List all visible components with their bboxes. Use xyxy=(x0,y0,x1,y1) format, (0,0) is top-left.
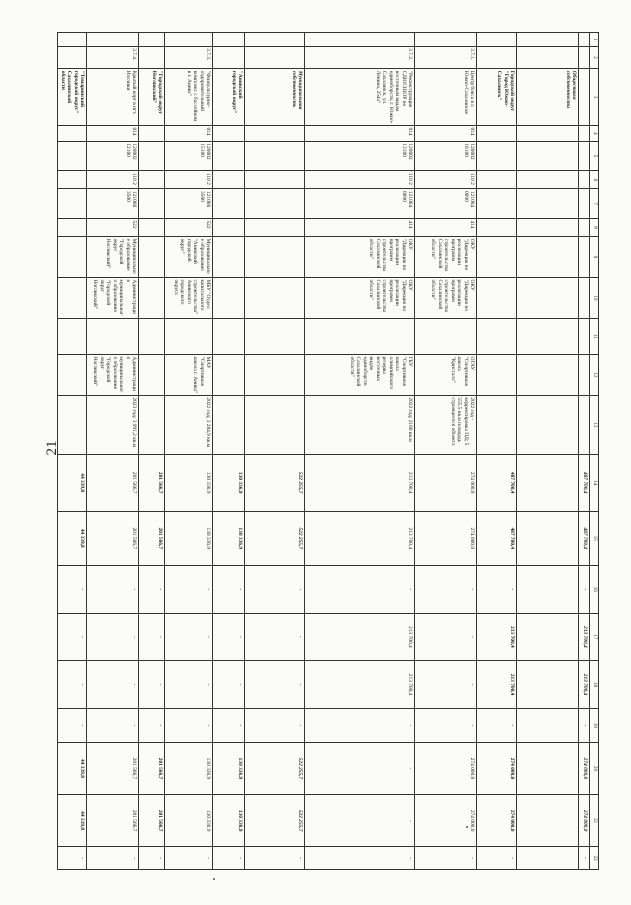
table-cell xyxy=(87,33,139,47)
table-cell: - xyxy=(305,795,415,847)
table-cell: - xyxy=(305,565,415,613)
table-cell: 120002 12100 xyxy=(87,141,139,170)
table-cell: 014 xyxy=(87,125,139,141)
table-cell: - xyxy=(87,708,139,742)
table-cell: - xyxy=(415,613,477,661)
table-cell: - xyxy=(245,661,305,709)
table-cell: "Физкультурно-оздоровительный комплекс с бассейном в г. Анива" xyxy=(165,69,213,126)
rotated-table-frame xyxy=(59,32,599,870)
table-cell: - xyxy=(58,661,87,709)
column-number: 1 xyxy=(590,33,599,47)
table-cell: 44 339,8 xyxy=(58,454,87,511)
table-cell: - xyxy=(477,565,517,613)
column-number: 17 xyxy=(590,613,599,661)
table-cell: - xyxy=(415,847,477,870)
table-cell: - xyxy=(477,708,517,742)
table-cell xyxy=(245,171,305,189)
table-cell xyxy=(517,454,579,511)
table-cell: 3.7.2. xyxy=(305,46,415,69)
table-cell xyxy=(517,613,579,661)
table-cell: - xyxy=(305,708,415,742)
table-cell xyxy=(213,46,245,69)
table-cell xyxy=(517,708,579,742)
table-cell xyxy=(245,318,305,354)
table-cell xyxy=(58,171,87,189)
table-row xyxy=(477,33,517,870)
page-number: 21 xyxy=(44,440,60,456)
table-cell: 487 700,4 xyxy=(477,454,517,511)
table-cell: Центр бокса в г. Южно-Сахалинске xyxy=(415,69,477,126)
table-cell: - xyxy=(165,613,213,661)
table-cell: "Томаринский городской округ" Сахалинской области xyxy=(58,69,87,126)
table-cell xyxy=(305,33,415,47)
table-row xyxy=(139,33,165,870)
table-cell: - xyxy=(245,613,305,661)
table-cell: 201 566,7 xyxy=(139,454,165,511)
table-cell: 3.7.3. xyxy=(165,46,213,69)
table-cell xyxy=(477,46,517,69)
table-cell: Крытый корт в пгт. Ноглики xyxy=(87,69,139,126)
table-cell xyxy=(517,171,579,189)
total-cell xyxy=(579,277,590,318)
table-cell: 130 336,9 xyxy=(165,742,213,794)
table-cell: Муниципальная собственность xyxy=(245,69,305,126)
table-cell xyxy=(517,355,579,396)
table-cell: - xyxy=(58,708,87,742)
column-number: 12 xyxy=(590,355,599,396)
table-cell: 014 xyxy=(165,125,213,141)
table-cell xyxy=(477,171,517,189)
table-cell xyxy=(139,318,165,354)
table-cell xyxy=(305,318,415,354)
table-cell: - xyxy=(165,565,213,613)
table-cell xyxy=(517,661,579,709)
total-cell: 274 000,0 xyxy=(579,742,590,794)
table-cell xyxy=(517,847,579,870)
total-cell: 274 000,0 xyxy=(579,795,590,847)
table-cell: - xyxy=(87,565,139,613)
table-cell: 201 566,7 xyxy=(87,795,139,847)
table-cell xyxy=(517,46,579,69)
table-cell: "Анивский городской округ" xyxy=(213,69,245,126)
table-cell: - xyxy=(477,847,517,870)
table-cell: 120002 15100 xyxy=(165,141,213,170)
table-cell: 110 2 xyxy=(165,171,213,189)
table-cell: - xyxy=(139,565,165,613)
table-cell xyxy=(58,33,87,47)
table-cell xyxy=(139,125,165,141)
table-cell: 213 700,4 xyxy=(305,613,415,661)
table-cell: 3.7.4. xyxy=(87,46,139,69)
table-cell xyxy=(245,395,305,454)
table-cell: 014 xyxy=(305,125,415,141)
table-cell xyxy=(517,565,579,613)
table-cell: 130 336,9 xyxy=(213,511,245,565)
table-cell: 120002 13100 xyxy=(305,141,415,170)
table-cell: Городской округ "Город Южно-Сахалинск" xyxy=(477,69,517,126)
table-cell: 213 700,4 xyxy=(477,661,517,709)
table-cell: - xyxy=(415,565,477,613)
table-row xyxy=(415,33,477,870)
column-number: 6 xyxy=(590,171,599,189)
table-cell xyxy=(245,125,305,141)
scan-speck xyxy=(213,878,215,880)
table-cell xyxy=(477,189,517,218)
table-cell: ОКУ "Дирекция по реализации программ строительства Сахалинской области" xyxy=(305,277,415,318)
table-cell xyxy=(517,33,579,47)
column-number: 20 xyxy=(590,742,599,794)
table-cell: 201 566,7 xyxy=(87,511,139,565)
table-cell: - xyxy=(165,847,213,870)
table-cell xyxy=(139,395,165,454)
table-cell: - xyxy=(139,661,165,709)
table-cell xyxy=(245,189,305,218)
total-cell xyxy=(579,355,590,396)
table-cell xyxy=(213,395,245,454)
column-number: 2 xyxy=(590,46,599,69)
table-cell xyxy=(165,318,213,354)
table-cell xyxy=(139,218,165,236)
table-cell: - xyxy=(245,565,305,613)
column-number: 16 xyxy=(590,565,599,613)
table-cell xyxy=(517,125,579,141)
table-cell xyxy=(213,318,245,354)
table-cell xyxy=(58,141,87,170)
table-cell: - xyxy=(415,661,477,709)
table-cell xyxy=(477,355,517,396)
table-row xyxy=(213,33,245,870)
table-cell: 110 2 xyxy=(305,171,415,189)
table-cell: 44 339,8 xyxy=(58,795,87,847)
column-number: 22 xyxy=(590,847,599,870)
table-cell xyxy=(139,141,165,170)
table-cell xyxy=(517,795,579,847)
total-cell: 213 700,4 xyxy=(579,613,590,661)
table-cell: 44 339,8 xyxy=(58,511,87,565)
table-cell xyxy=(165,33,213,47)
table-cell xyxy=(213,237,245,278)
total-cell: 213 700,4 xyxy=(579,661,590,709)
table-cell: Администрация муниципального образования "Городской округ Ногликский" xyxy=(87,277,139,318)
table-cell: - xyxy=(213,613,245,661)
budget-investment-table xyxy=(57,32,599,870)
table-cell xyxy=(139,355,165,396)
table-cell: ОКУ "Дирекция по реализации программ строительства Сахалинской области" xyxy=(415,277,477,318)
total-cell xyxy=(579,33,590,47)
table-cell: МБУ "Отдел капитального строительства" Анивского городского округа xyxy=(165,277,213,318)
total-cell xyxy=(579,141,590,170)
total-cell xyxy=(579,171,590,189)
table-cell: 414 xyxy=(415,218,477,236)
table-cell xyxy=(245,33,305,47)
table-cell: 522 255,7 xyxy=(245,511,305,565)
table-cell xyxy=(58,189,87,218)
scan-speck xyxy=(466,826,468,828)
total-row xyxy=(579,33,590,870)
table-cell: 2022 год - корректировка ПД; 5 555,5 кв.м площадь строящегося объекта xyxy=(415,395,477,454)
table-cell xyxy=(58,46,87,69)
table-cell: 522 xyxy=(165,218,213,236)
column-number: 15 xyxy=(590,511,599,565)
table-cell xyxy=(213,171,245,189)
table-cell xyxy=(477,237,517,278)
total-cell: 487 700,4 xyxy=(579,454,590,511)
table-cell: 201 566,7 xyxy=(139,795,165,847)
table-cell: - xyxy=(245,708,305,742)
table-cell: 274 000,0 xyxy=(415,795,477,847)
table-cell: - xyxy=(213,847,245,870)
table-cell: "Реконструкция СДЮСШОР по восточным видам единоборств, г. Южно-Сахалинск, ул. Ленина, 254а" xyxy=(305,69,415,126)
table-cell xyxy=(245,141,305,170)
total-cell xyxy=(579,125,590,141)
table-cell xyxy=(58,395,87,454)
column-number: 3 xyxy=(590,69,599,126)
table-cell xyxy=(415,318,477,354)
table-cell: 130 336,9 xyxy=(165,511,213,565)
table-cell xyxy=(58,277,87,318)
table-cell xyxy=(213,125,245,141)
table-cell: 121066 3500 xyxy=(165,189,213,218)
table-cell: Администрация муниципального образования "Городской округ Ногликский" xyxy=(87,355,139,396)
column-number: 11 xyxy=(590,318,599,354)
table-cell: - xyxy=(213,661,245,709)
table-cell: - xyxy=(165,708,213,742)
table-cell: 2023 год; 3 991,2 кв.м xyxy=(87,395,139,454)
table-cell xyxy=(213,277,245,318)
table-cell: 487 700,4 xyxy=(477,511,517,565)
table-cell xyxy=(245,237,305,278)
table-cell: 130 336,9 xyxy=(213,795,245,847)
table-cell: 201 566,7 xyxy=(87,742,139,794)
table-cell: 201 566,7 xyxy=(139,742,165,794)
total-cell xyxy=(579,395,590,454)
table-cell: - xyxy=(139,847,165,870)
table-cell xyxy=(245,355,305,396)
table-cell xyxy=(477,277,517,318)
column-number: 21 xyxy=(590,795,599,847)
table-cell: Муниципальное образование "Городской округ Ногликский" xyxy=(87,237,139,278)
table-cell xyxy=(477,318,517,354)
table-cell xyxy=(477,125,517,141)
table-cell: 274 000,0 xyxy=(415,511,477,565)
column-number: 18 xyxy=(590,661,599,709)
table-cell: 2022 год; 2160 кв.м xyxy=(305,395,415,454)
total-cell xyxy=(579,46,590,69)
table-cell xyxy=(477,33,517,47)
table-row xyxy=(87,33,139,870)
table-cell: ГБУ "Спортивная школа олимпийского резерва восточных видов единоборств Сахалинской области" xyxy=(305,355,415,396)
table-cell xyxy=(213,141,245,170)
table-cell xyxy=(245,46,305,69)
table-cell xyxy=(58,237,87,278)
column-number: 8 xyxy=(590,218,599,236)
table-cell: 201 566,7 xyxy=(139,511,165,565)
table-cell: - xyxy=(213,565,245,613)
table-cell: "Городской округ Ногликский" xyxy=(139,69,165,126)
table-cell: 213 700,4 xyxy=(305,454,415,511)
table-cell xyxy=(517,218,579,236)
table-cell: - xyxy=(305,742,415,794)
table-cell: 213 700,4 xyxy=(305,511,415,565)
table-cell: - xyxy=(87,613,139,661)
table-cell: 2022 год; 3 284,9 кв.м xyxy=(165,395,213,454)
table-cell: 44 339,8 xyxy=(58,742,87,794)
column-number-row xyxy=(590,33,599,870)
column-number: 19 xyxy=(590,708,599,742)
table-cell: 121064 0090 xyxy=(305,189,415,218)
table-cell: - xyxy=(213,708,245,742)
table-cell xyxy=(477,141,517,170)
total-cell xyxy=(579,189,590,218)
table-cell xyxy=(517,511,579,565)
table-cell: 274 000,0 xyxy=(477,742,517,794)
table-cell xyxy=(415,33,477,47)
table-cell: 522 255,7 xyxy=(245,795,305,847)
table-cell: ОКУ "Дирекция по реализации программ строительства Сахалинской области" xyxy=(305,237,415,278)
table-cell: Обществам собственности xyxy=(517,69,579,126)
table-cell: 130 336,9 xyxy=(213,454,245,511)
total-cell: - xyxy=(579,847,590,870)
table-cell xyxy=(517,742,579,794)
table-cell: - xyxy=(165,661,213,709)
column-number: 7 xyxy=(590,189,599,218)
table-cell xyxy=(213,33,245,47)
column-number: 10 xyxy=(590,277,599,318)
table-cell xyxy=(139,33,165,47)
document-table-area xyxy=(59,32,599,870)
total-cell: 487 700,4 xyxy=(579,511,590,565)
table-cell xyxy=(517,277,579,318)
table-cell: 522 255,7 xyxy=(245,742,305,794)
table-cell: МАУ "Спортивная школа г. Анива" xyxy=(165,355,213,396)
table-cell xyxy=(139,46,165,69)
table-cell xyxy=(58,218,87,236)
column-number: 5 xyxy=(590,141,599,170)
column-number: 13 xyxy=(590,395,599,454)
table-cell: 121064 0090 xyxy=(415,189,477,218)
table-cell xyxy=(213,218,245,236)
table-cell xyxy=(213,189,245,218)
table-cell: - xyxy=(139,613,165,661)
table-cell xyxy=(139,277,165,318)
total-cell xyxy=(579,237,590,278)
table-cell: - xyxy=(58,565,87,613)
table-cell xyxy=(58,125,87,141)
table-cell: 522 255,7 xyxy=(245,454,305,511)
table-cell: 414 xyxy=(305,218,415,236)
total-cell xyxy=(579,318,590,354)
table-cell xyxy=(245,218,305,236)
table-cell: 110 2 xyxy=(87,171,139,189)
table-cell: 213 700,4 xyxy=(305,661,415,709)
table-cell: 274 000,0 xyxy=(477,795,517,847)
table-row xyxy=(245,33,305,870)
table-cell: 213 700,4 xyxy=(477,613,517,661)
table-cell xyxy=(139,189,165,218)
table-cell: 014 xyxy=(415,125,477,141)
table-cell xyxy=(58,355,87,396)
table-cell: 3.7.1. xyxy=(415,46,477,69)
table-cell: 522 xyxy=(87,218,139,236)
table-cell: 130 336,9 xyxy=(213,742,245,794)
table-cell xyxy=(87,318,139,354)
table-row xyxy=(58,33,87,870)
table-cell: 274 000,0 xyxy=(415,742,477,794)
total-cell: - xyxy=(579,565,590,613)
table-cell: 130 336,9 xyxy=(165,454,213,511)
column-number: 4 xyxy=(590,125,599,141)
table-cell: - xyxy=(87,661,139,709)
table-cell: 274 000,0 xyxy=(415,454,477,511)
table-cell xyxy=(213,355,245,396)
table-cell: - xyxy=(139,708,165,742)
table-cell: - xyxy=(245,847,305,870)
table-cell: - xyxy=(415,708,477,742)
table-cell: - xyxy=(58,613,87,661)
total-cell xyxy=(579,69,590,126)
table-cell xyxy=(517,237,579,278)
column-number: 9 xyxy=(590,237,599,278)
table-cell: 121066 3500 xyxy=(87,189,139,218)
table-row xyxy=(517,33,579,870)
table-cell xyxy=(517,141,579,170)
table-row xyxy=(165,33,213,870)
table-cell: ОКУ "Дирекция по реализации программ строительства Сахалинской области" xyxy=(415,237,477,278)
table-cell xyxy=(517,395,579,454)
table-cell xyxy=(139,237,165,278)
table-cell: - xyxy=(87,847,139,870)
table-cell xyxy=(517,318,579,354)
table-cell xyxy=(477,218,517,236)
table-cell: ОГАУ "Спортивная школа "Кристалл" xyxy=(415,355,477,396)
table-cell xyxy=(139,171,165,189)
table-cell xyxy=(58,318,87,354)
table-cell: - xyxy=(305,847,415,870)
table-cell: 110 2 xyxy=(415,171,477,189)
table-cell: - xyxy=(58,847,87,870)
column-number: 14 xyxy=(590,454,599,511)
table-cell xyxy=(477,395,517,454)
table-cell: Муниципальное образование "Анивский городской округ" xyxy=(165,237,213,278)
table-cell: 130 336,9 xyxy=(165,795,213,847)
table-row xyxy=(305,33,415,870)
table-cell xyxy=(245,277,305,318)
table-cell: 201 566,7 xyxy=(87,454,139,511)
total-cell xyxy=(579,218,590,236)
total-cell: - xyxy=(579,708,590,742)
table-cell: 120002 16100 xyxy=(415,141,477,170)
table-cell xyxy=(517,189,579,218)
